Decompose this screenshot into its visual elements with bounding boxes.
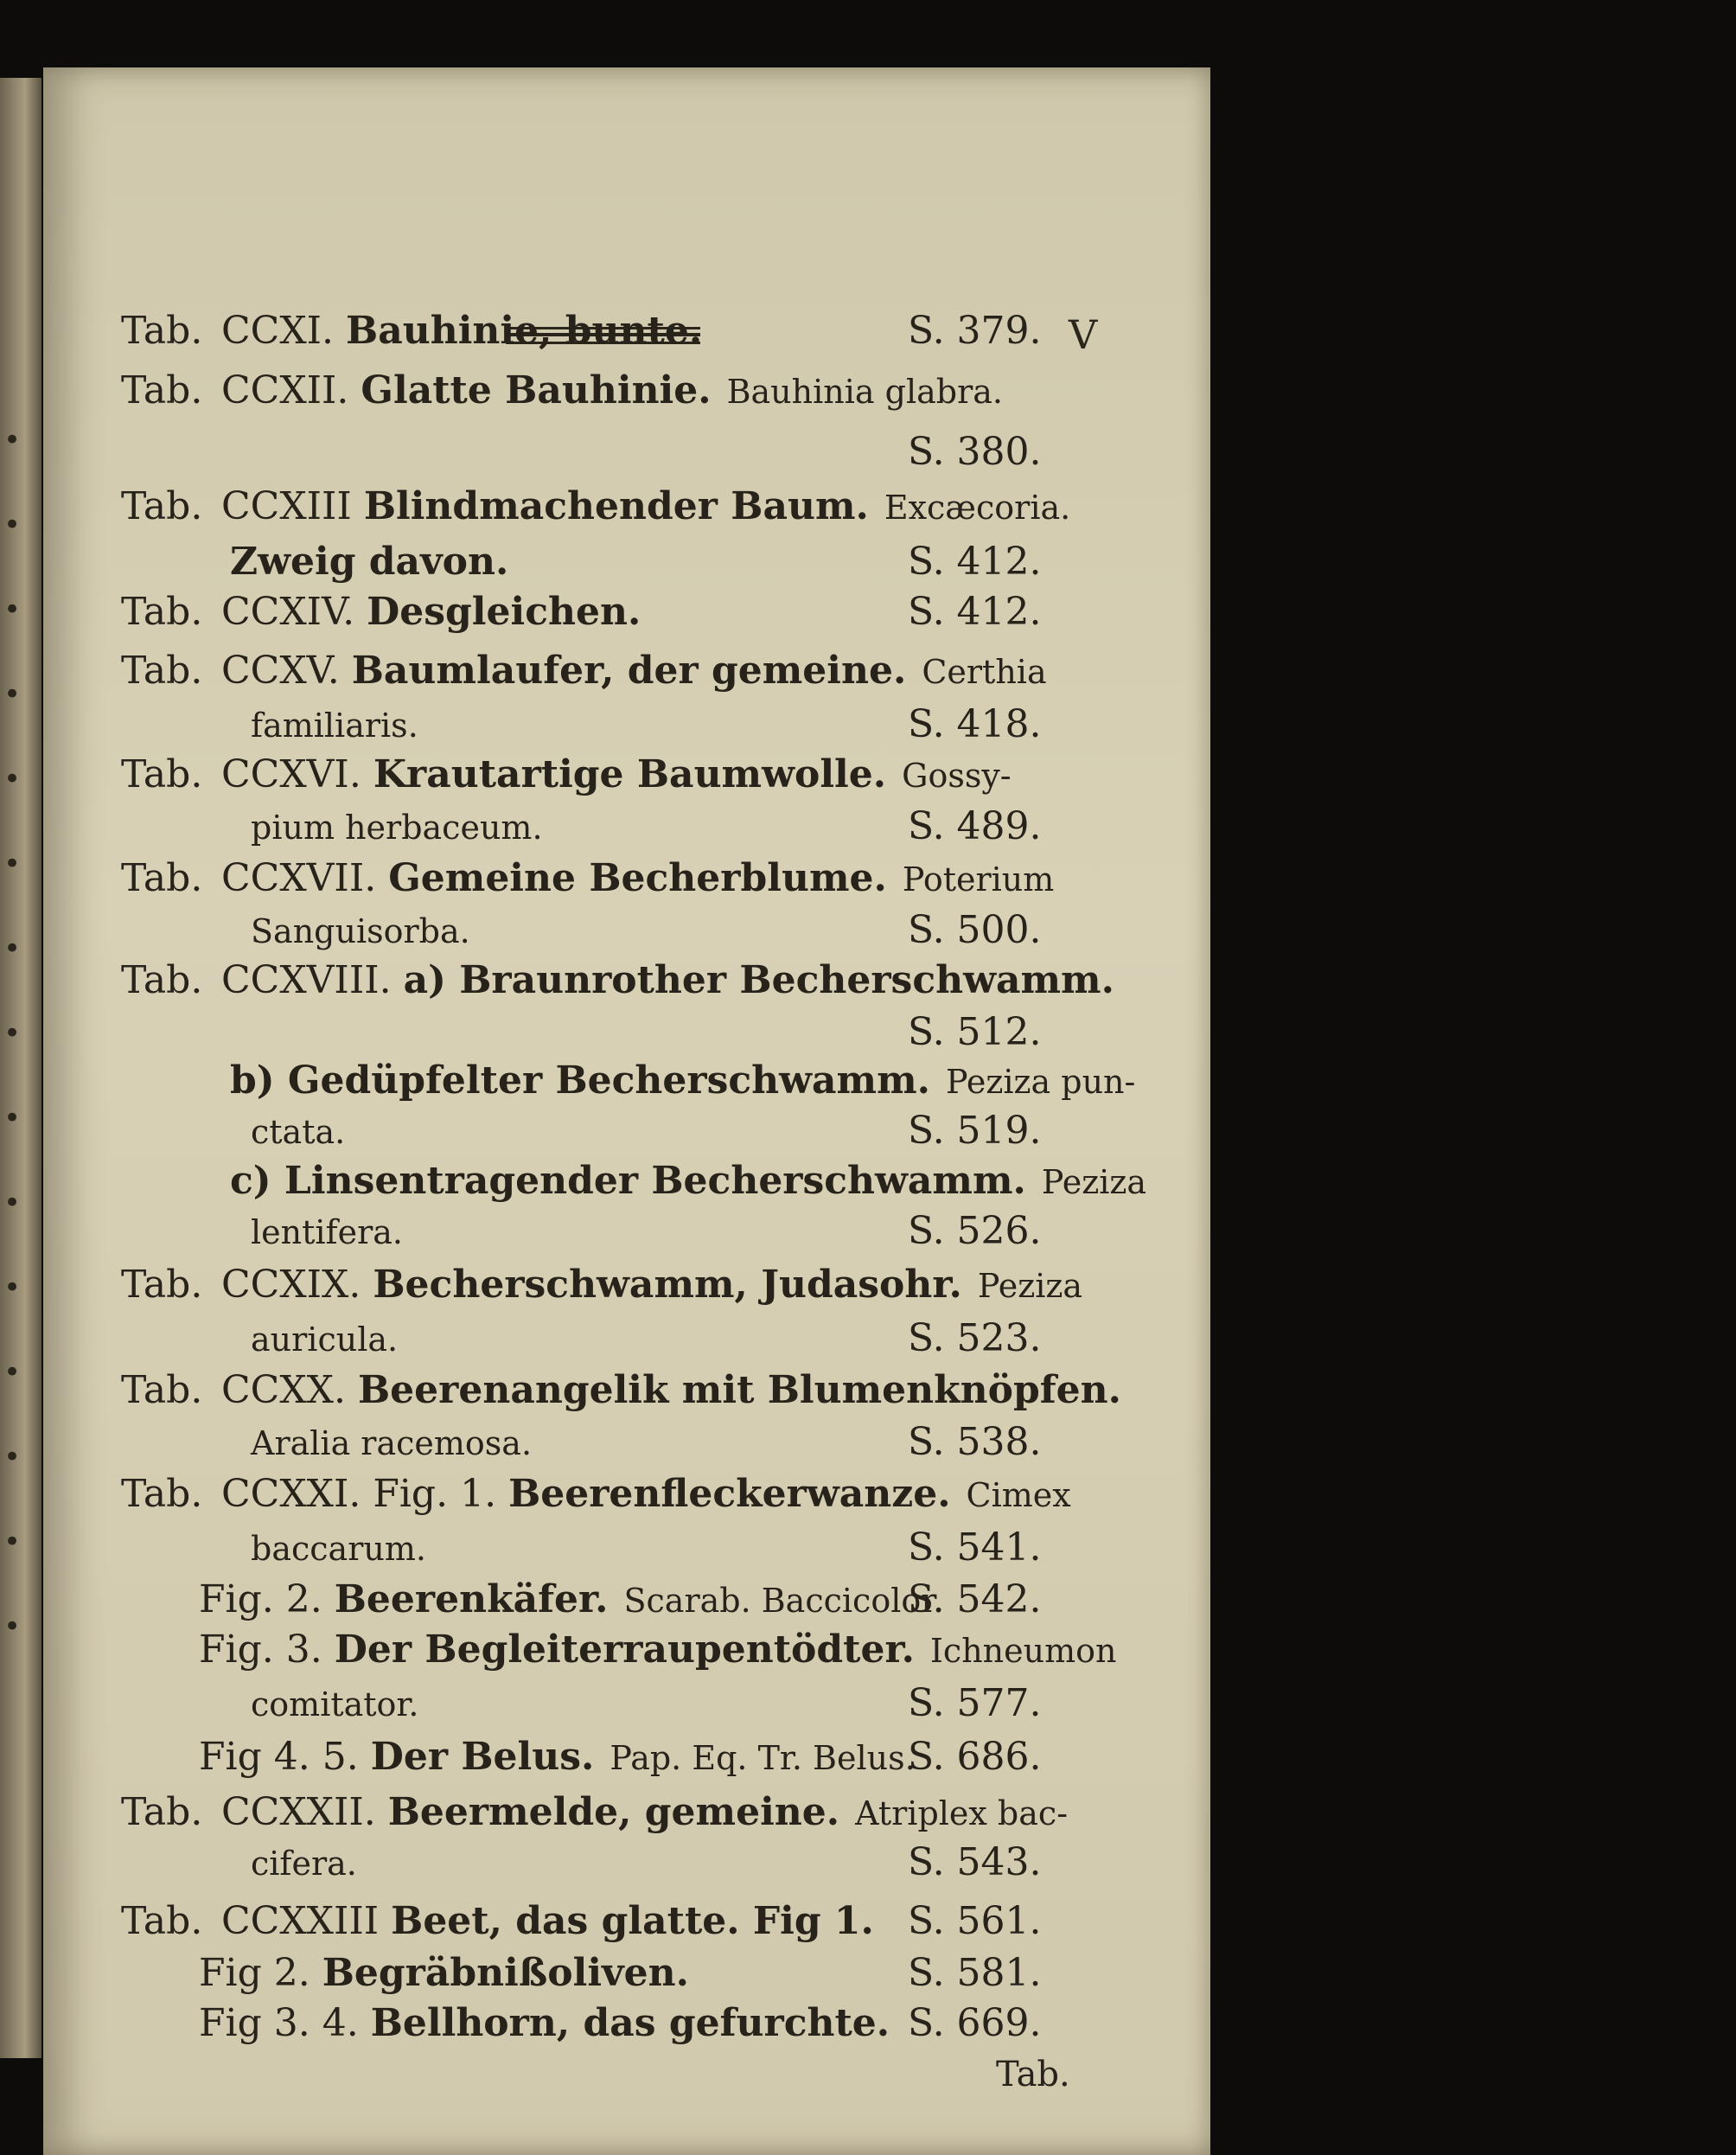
entry-number: Fig. 2. [199,1577,322,1621]
entry-number: CCXVII. [221,856,377,900]
index-line [251,803,553,851]
entry-latin-name: Cimex [966,1476,1071,1514]
entry-number: CCXXIII [221,1899,380,1943]
catchword: Tab. [996,2055,1070,2094]
index-line [121,307,718,355]
index-line [199,1733,926,1781]
entry-latin-name: Certhia [922,653,1047,691]
entry-german-name: Glatte Bauhinie. [361,368,712,412]
entry-latin-name: Sanguisorba. [251,912,470,950]
entry-tab-label: Tab. [121,752,203,796]
entry-latin-name: Peziza [1041,1163,1147,1201]
entry-page-reference: S. 380. [908,430,1042,474]
entry-page-reference: S. 686. [908,1735,1042,1779]
entry-german-name: b) Gedüpfelter Becherschwamm. [230,1058,930,1103]
entry-number: CCXII. [221,368,349,412]
entry-latin-name: Poterium [902,860,1055,898]
entry-latin-name: comitator. [251,1685,419,1723]
entry-page-reference: S. 541. [908,1525,1042,1570]
index-line [199,1999,905,2048]
index-line [230,1057,1146,1105]
entry-latin-name: Scarab. Baccicolor. [623,1582,944,1620]
entry-latin-name: lentifera. [251,1213,403,1251]
entry-page-reference: S. 512. [908,1010,1042,1054]
entry-number: CCXXI. Fig. 1. [221,1472,497,1516]
entry-tab-label: Tab. [121,856,203,900]
entry-latin-name: Excæcoria. [884,489,1071,527]
entry-latin-name: Pap. Eq. Tr. Belus. [610,1739,916,1777]
index-line [251,1314,408,1363]
entry-german-name: Der Begleiterraupentödter. [334,1627,915,1672]
entry-number: CCXV. [221,649,340,693]
index-line [251,1418,542,1467]
entry-number: CCXVI. [221,752,361,796]
index-line [121,1261,1093,1309]
entry-page-reference: S. 500. [908,908,1042,952]
entry-latin-name: Bauhinia glabra. [726,373,1003,411]
entry-german-name: Baumlaufer, der gemeine. [351,649,907,693]
entry-page-reference: S. 412. [908,590,1042,634]
index-line [121,1366,1137,1415]
index-line [251,1679,430,1728]
index-line [121,751,1022,799]
entry-page-reference: S. 526. [908,1209,1042,1253]
entry-number: CCXIV. [221,590,355,634]
index-line [251,906,481,955]
entry-tab-label: Tab. [121,1472,203,1516]
index-line [121,367,1013,415]
previous-page-edge [0,78,41,2058]
entry-page-reference: S. 538. [908,1420,1042,1464]
entry-page-reference: S. 418. [908,702,1042,746]
entry-latin-name: ctata. [251,1113,346,1151]
index-line [199,1626,1127,1674]
index-line [251,1107,355,1155]
entry-german-name: Beerenfleckerwanze. [508,1472,951,1516]
entry-german-name: c) Linsentragender Becherschwamm. [230,1159,1026,1203]
entry-tab-label: Tab. [121,368,203,412]
index-line [121,483,1081,531]
entry-page-reference: S. 543. [908,1840,1042,1884]
entry-page-reference: S. 581. [908,1951,1042,1995]
entry-tab-label: Tab. [121,1368,203,1412]
entry-german-name: Desgleichen. [367,590,641,634]
page-signature: V [1069,311,1098,358]
entry-latin-name: Peziza pun- [945,1063,1136,1101]
index-line [251,1524,437,1572]
index-line [251,1207,413,1256]
index-line [121,1788,1078,1837]
entry-tab-label: Tab. [121,958,203,1002]
index-line [251,700,429,749]
book-page [43,67,1210,2155]
entry-number: Fig 4. 5. [199,1735,359,1779]
entry-latin-name: Aralia racemosa. [251,1424,533,1462]
entry-latin-name: baccarum. [251,1530,426,1568]
entry-german-name: Bellhorn, das gefurchte. [370,2001,890,2045]
previous-page-marks: • • • • • • • • • • • • • • • [3,423,22,1644]
entry-tab-label: Tab. [121,1899,203,1943]
entry-german-name: a) Braunrother Becherschwamm. [403,958,1114,1002]
entry-tab-label: Tab. [121,1263,203,1307]
entry-latin-name: familiaris. [251,707,418,745]
entry-page-reference: S. 561. [908,1899,1042,1943]
entry-latin-name: Ichneumon [929,1632,1117,1670]
entry-latin-name: Atriplex bac- [855,1794,1069,1832]
entry-page-reference: S. 577. [908,1681,1042,1725]
entry-latin-name: pium herbaceum. [251,809,543,847]
index-line [121,1470,1082,1519]
entry-number: Fig 3. 4. [199,2001,359,2045]
entry-german-name: Gemeine Becherblume. [388,856,887,900]
index-line [121,1897,890,1946]
entry-page-reference: S. 379. [908,309,1042,353]
entry-german-name: Begräbnißoliven. [322,1951,689,1995]
entry-number: CCXI. [221,309,335,353]
index-line [199,1949,705,1998]
index-line [121,956,1130,1005]
entry-german-name: Becherschwamm, Judasohr. [373,1263,962,1307]
index-line [121,588,656,636]
entry-latin-name: auricula. [251,1320,399,1359]
entry-german-name: Beerenangelik mit Blumenknöpfen. [357,1368,1121,1412]
entry-tab-label: Tab. [121,649,203,693]
entry-page-reference: S. 519. [908,1109,1042,1153]
entry-latin-name: Gossy- [902,757,1012,795]
entry-page-reference: S. 489. [908,804,1042,848]
entry-page-reference: S. 523. [908,1316,1042,1360]
index-line [230,538,524,586]
entry-german-name: Beermelde, gemeine. [387,1790,840,1834]
entry-number: CCXVIII. [221,958,392,1002]
index-line [199,1576,954,1624]
entry-german-name: Krautartige Baumwolle. [373,752,887,796]
entry-number: CCXXII. [221,1790,376,1834]
entry-german-name: Der Belus. [370,1735,595,1779]
entry-tab-label: Tab. [121,590,203,634]
entry-tab-label: Tab. [121,1790,203,1834]
entry-number: CCXIII [221,484,352,528]
entry-tab-label: Tab. [121,309,203,353]
entry-german-name: Bauhinie, bunte. [346,309,703,353]
entry-page-reference: S. 412. [908,540,1042,584]
entry-number: Fig 2. [199,1951,310,1995]
entry-latin-name: Peziza [977,1267,1083,1305]
index-line [251,1838,367,1887]
entry-tab-label: Tab. [121,484,203,528]
entry-latin-name: cifera. [251,1845,357,1883]
index-line [121,854,1064,903]
index-line [121,647,1057,695]
entry-german-name: Zweig davon. [230,540,509,584]
entry-number: Fig. 3. [199,1627,322,1672]
entry-german-name: Beerenkäfer. [334,1577,609,1621]
index-line [230,1157,1157,1205]
entry-german-name: Beet, das glatte. Fig 1. [391,1899,874,1943]
entry-page-reference: S. 542. [908,1577,1042,1621]
entry-page-reference: S. 669. [908,2001,1042,2045]
entry-german-name: Blindmachender Baum. [363,484,869,528]
entry-number: CCXIX. [221,1263,361,1307]
entry-number: CCXX. [221,1368,346,1412]
